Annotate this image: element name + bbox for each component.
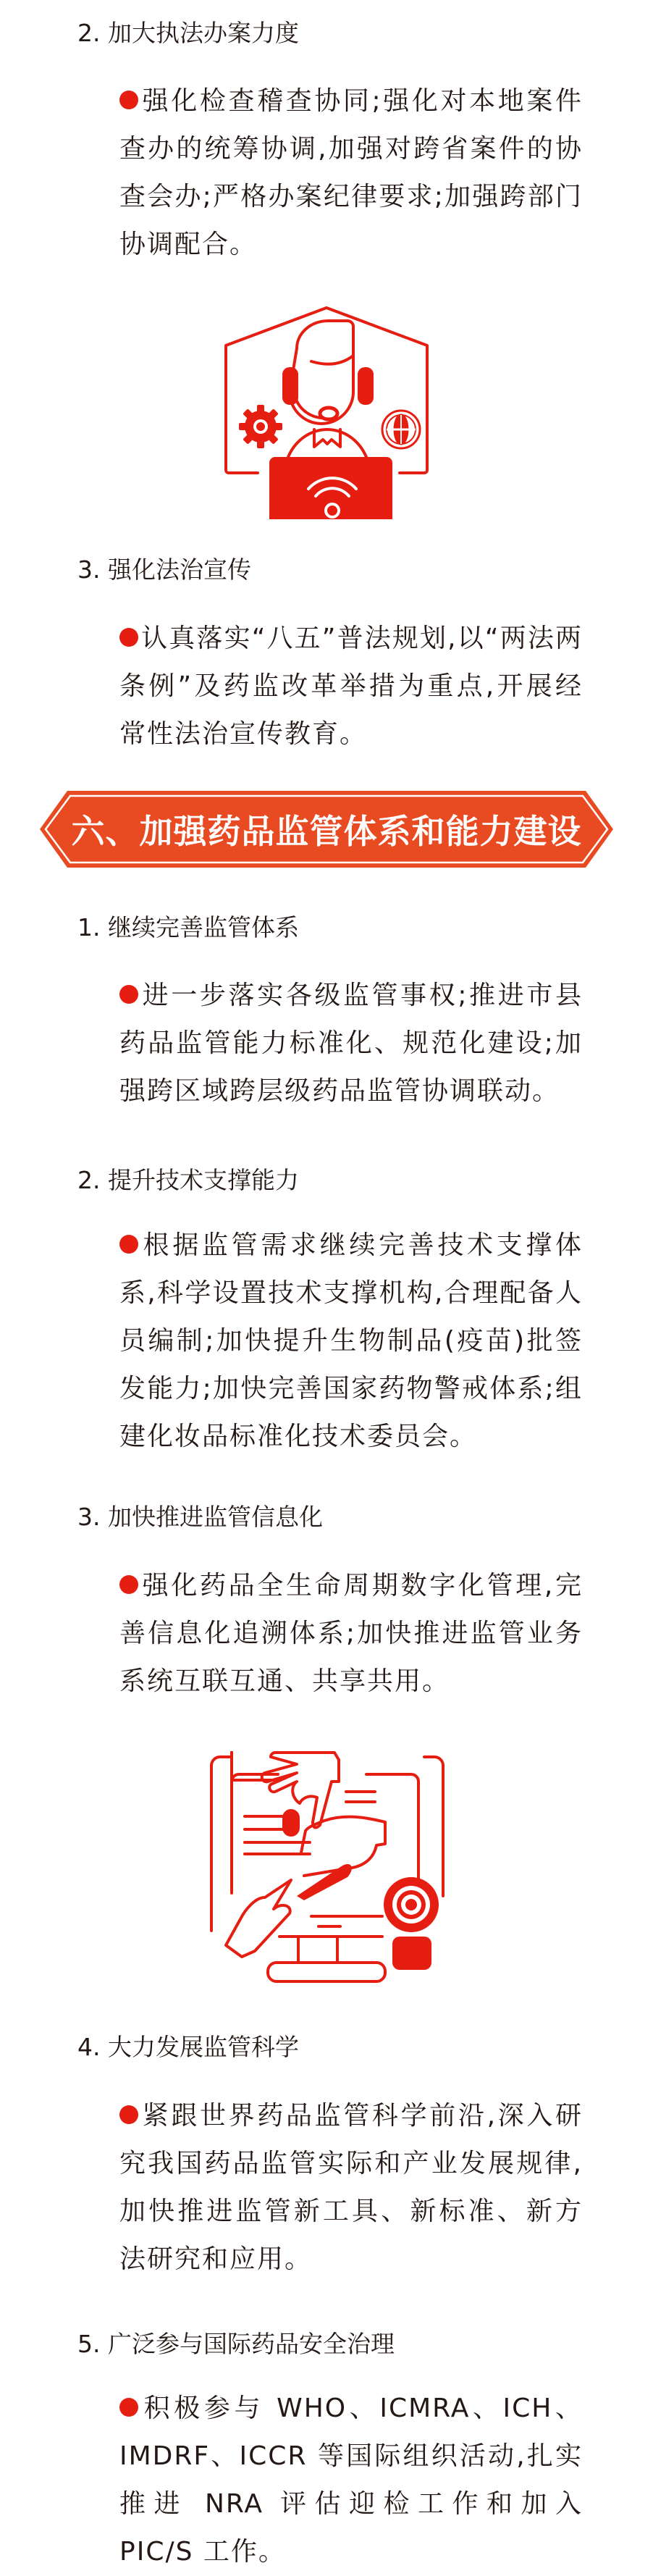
item-body-enforcement	[119, 77, 583, 269]
item-heading-international-governance: 5. 广泛参与国际药品安全治理	[77, 2330, 395, 2358]
item-body-technical-support	[119, 1222, 583, 1461]
body-text: 积极参与 WHO、ICMRA、ICH、IMDRF、ICCR 等国际组织活动,扎实推进 NRA 评估迎检工作和加入 PIC/S 工作。	[119, 2394, 583, 2567]
section-banner-title: 六、加强药品监管体系和能力建设	[71, 812, 582, 851]
item-heading-legal-publicity: 3. 强化法治宣传	[77, 555, 251, 584]
bullet-dot-icon	[119, 1575, 138, 1594]
bullet-dot-icon	[119, 628, 138, 647]
bullet-dot-icon	[119, 1235, 138, 1254]
item-heading-regulatory-science: 4. 大力发展监管科学	[77, 2033, 299, 2061]
body-text: 根据监管需求继续完善技术支撑体系,科学设置技术支撑机构,合理配备人员编制;加快提升生物制品(疫苗)批签发能力;加快完善国家药物警戒体系;组建化妆品标准化技术委员会。	[119, 1230, 583, 1451]
body-text: 强化检查稽查协同;强化对本地案件查办的统筹协调,加强对跨省案件的协查会办;严格办案纪律要求;加强跨部门协调配合。	[119, 86, 583, 259]
body-text: 进一步落实各级监管事权;推进市县药品监管能力标准化、规范化建设;加强跨区域跨层级药品监管协调联动。	[119, 981, 583, 1106]
item-body-legal-publicity	[119, 615, 583, 758]
body-text: 强化药品全生命周期数字化管理,完善信息化追溯体系;加快推进监管业务系统互联互通、共享共用。	[119, 1571, 583, 1696]
bullet-dot-icon	[119, 91, 138, 109]
item-body-regulatory-science	[119, 2092, 583, 2283]
item-body-international-governance	[119, 2385, 583, 2576]
bullet-dot-icon	[119, 2105, 138, 2124]
online-signing-document-icon	[210, 1751, 445, 1984]
item-heading-enforcement: 2. 加大执法办案力度	[77, 19, 299, 47]
body-text: 紧跟世界药品监管科学前沿,深入研究我国药品监管实际和产业发展规律,加快推进监管新工具、新标准、新方法研究和应用。	[119, 2101, 583, 2274]
section-banner	[40, 791, 613, 868]
item-heading-technical-support: 2. 提升技术支撑能力	[77, 1166, 299, 1194]
item-heading-informatization: 3. 加快推进监管信息化	[77, 1503, 323, 1531]
bullet-dot-icon	[119, 985, 138, 1004]
item-body-supervision-system	[119, 972, 583, 1115]
customer-service-agent-icon	[223, 305, 430, 519]
bullet-dot-icon	[119, 2398, 138, 2417]
item-heading-supervision-system: 1. 继续完善监管体系	[77, 913, 299, 941]
item-body-informatization	[119, 1562, 583, 1706]
body-text: 认真落实“八五”普法规划,以“两法两条例”及药监改革举措为重点,开展经常性法治宣传教育。	[119, 624, 583, 749]
